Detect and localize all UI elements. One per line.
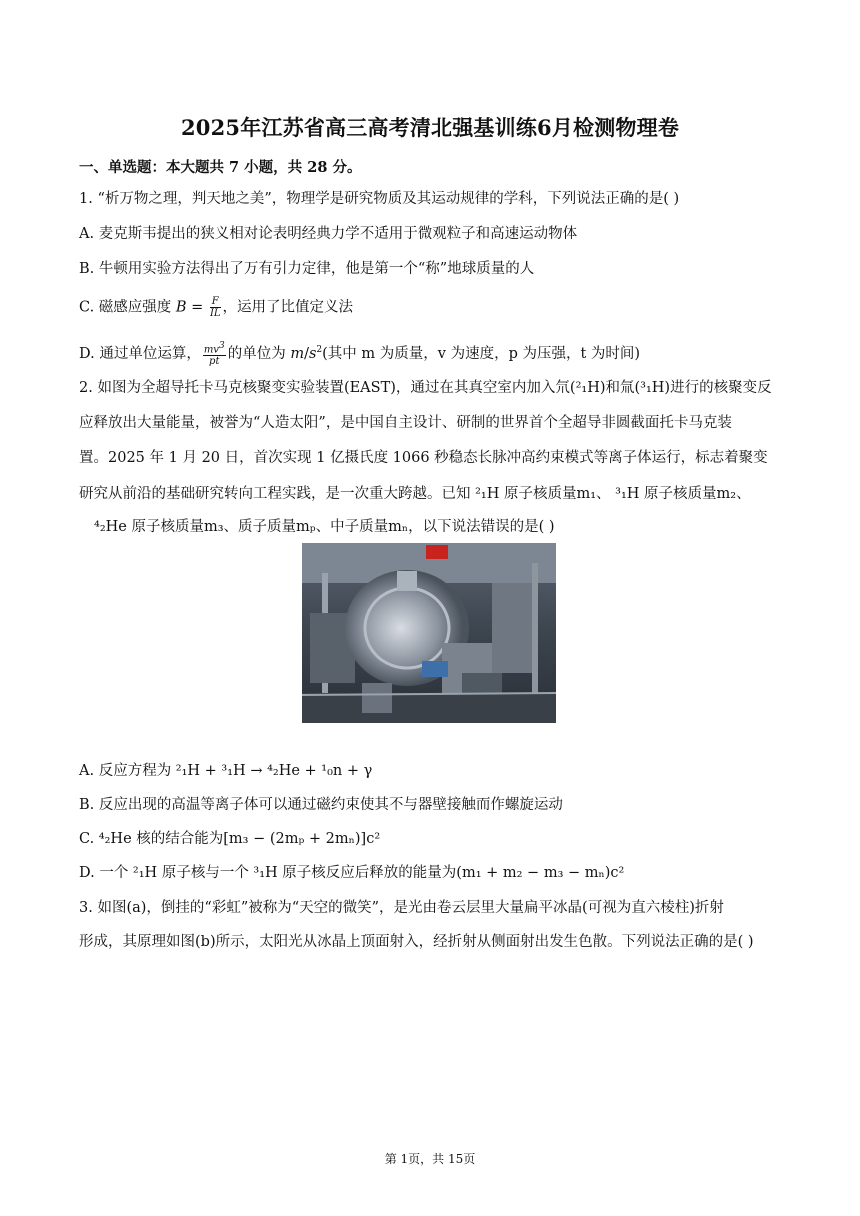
q2-line-4: 研究从前沿的基础研究转向工程实践，是一次重大跨越。已知 ²₁H 原子核质量m₁、 ³₁H 原子核质量m₂、 xyxy=(79,486,751,502)
q3-line-1: 3. 如图(a)，倒挂的“彩虹”被称为“天空的微笑”，是光由卷云层里大量扁平冰晶(可视为直六棱柱)折射 xyxy=(79,900,724,916)
q2-line-5: ⁴₂He 原子核质量m₃、质子质量mₚ、中子质量mₙ，以下说法错误的是( ) xyxy=(94,519,555,535)
section-heading: 一、单选题：本大题共 7 小题，共 28 分。 xyxy=(79,159,362,176)
formula-b: B xyxy=(175,299,187,316)
fraction-mv3-over-pt: $\frac{mv^3}{pt}$ xyxy=(203,340,225,367)
q2-option-c: C. ⁴₂He 核的结合能为[m₃ − (2mₚ + 2mₙ)]c² xyxy=(79,831,381,847)
page-title: 2025年江苏省高三高考清北强基训练6月检测物理卷 xyxy=(180,115,680,140)
q1-option-d-prefix: D. 通过单位运算， xyxy=(79,345,201,362)
east-tokamak-photo xyxy=(302,543,556,723)
q1-option-c-prefix: C. 磁感应强度 xyxy=(79,299,172,316)
q1-option-d-paren: (其中 m 为质量，v 为速度，p 为压强，t 为时间) xyxy=(322,345,641,362)
q1-option-a: A. 麦克斯韦提出的狭义相对论表明经典力学不适用于微观粒子和高速运动物体 xyxy=(79,226,578,242)
q2-option-d: D. 一个 ²₁H 原子核与一个 ³₁H 原子核反应后释放的能量为(m₁ + m₂ − m₃ − mₙ)c² xyxy=(79,865,625,881)
q2-option-a: A. 反应方程为 ²₁H + ³₁H → ⁴₂He + ¹₀n + γ xyxy=(79,763,373,779)
q1-option-d: D. 通过单位运算， $\frac{mv^3}{pt}$ 的单位为 $m/s^2$(其中 m 为质量，v 为速度，p 为压强，t 为时间) xyxy=(79,340,641,367)
q2-option-b: B. 反应出现的高温等离子体可以通过磁约束使其不与器壁接触而作螺旋运动 xyxy=(79,797,563,813)
tokamak-illustration xyxy=(302,543,556,723)
q2-line-1: 2. 如图为全超导托卡马克核聚变实验装置(EAST)，通过在其真空室内加入氘(²₁H)和氚(³₁H)进行的核聚变反 xyxy=(79,380,772,396)
page-footer: 第 1页，共 15页 xyxy=(384,1152,476,1166)
q3-line-2: 形成，其原理如图(b)所示，太阳光从冰晶上顶面射入，经折射从侧面射出发生色散。下列说法正确的是( ) xyxy=(79,934,754,950)
q1-option-d-mid: 的单位为 xyxy=(227,345,286,362)
q1-stem: 1. “析万物之理，判天地之美”，物理学是研究物质及其运动规律的学科，下列说法正确的是( ) xyxy=(79,191,680,207)
fraction-f-over-il: $\frac{F}{IL}$ xyxy=(209,296,221,319)
q2-line-2: 应释放出大量能量，被誉为“人造太阳”，是中国自主设计、研制的世界首个全超导非圆截面托卡马克装 xyxy=(79,415,732,431)
q2-line-3: 置。2025 年 1 月 20 日，首次实现 1 亿摄氏度 1066 秒稳态长脉冲高约束模式等离子体运行，标志着聚变 xyxy=(79,450,768,466)
q1-option-c: C. 磁感应强度 B = $\frac{F}{IL}$ ，运用了比值定义法 xyxy=(79,296,354,319)
q1-option-b: B. 牛顿用实验方法得出了万有引力定律，他是第一个“称”地球质量的人 xyxy=(79,261,535,277)
q1-option-c-suffix: ，运用了比值定义法 xyxy=(222,299,354,316)
